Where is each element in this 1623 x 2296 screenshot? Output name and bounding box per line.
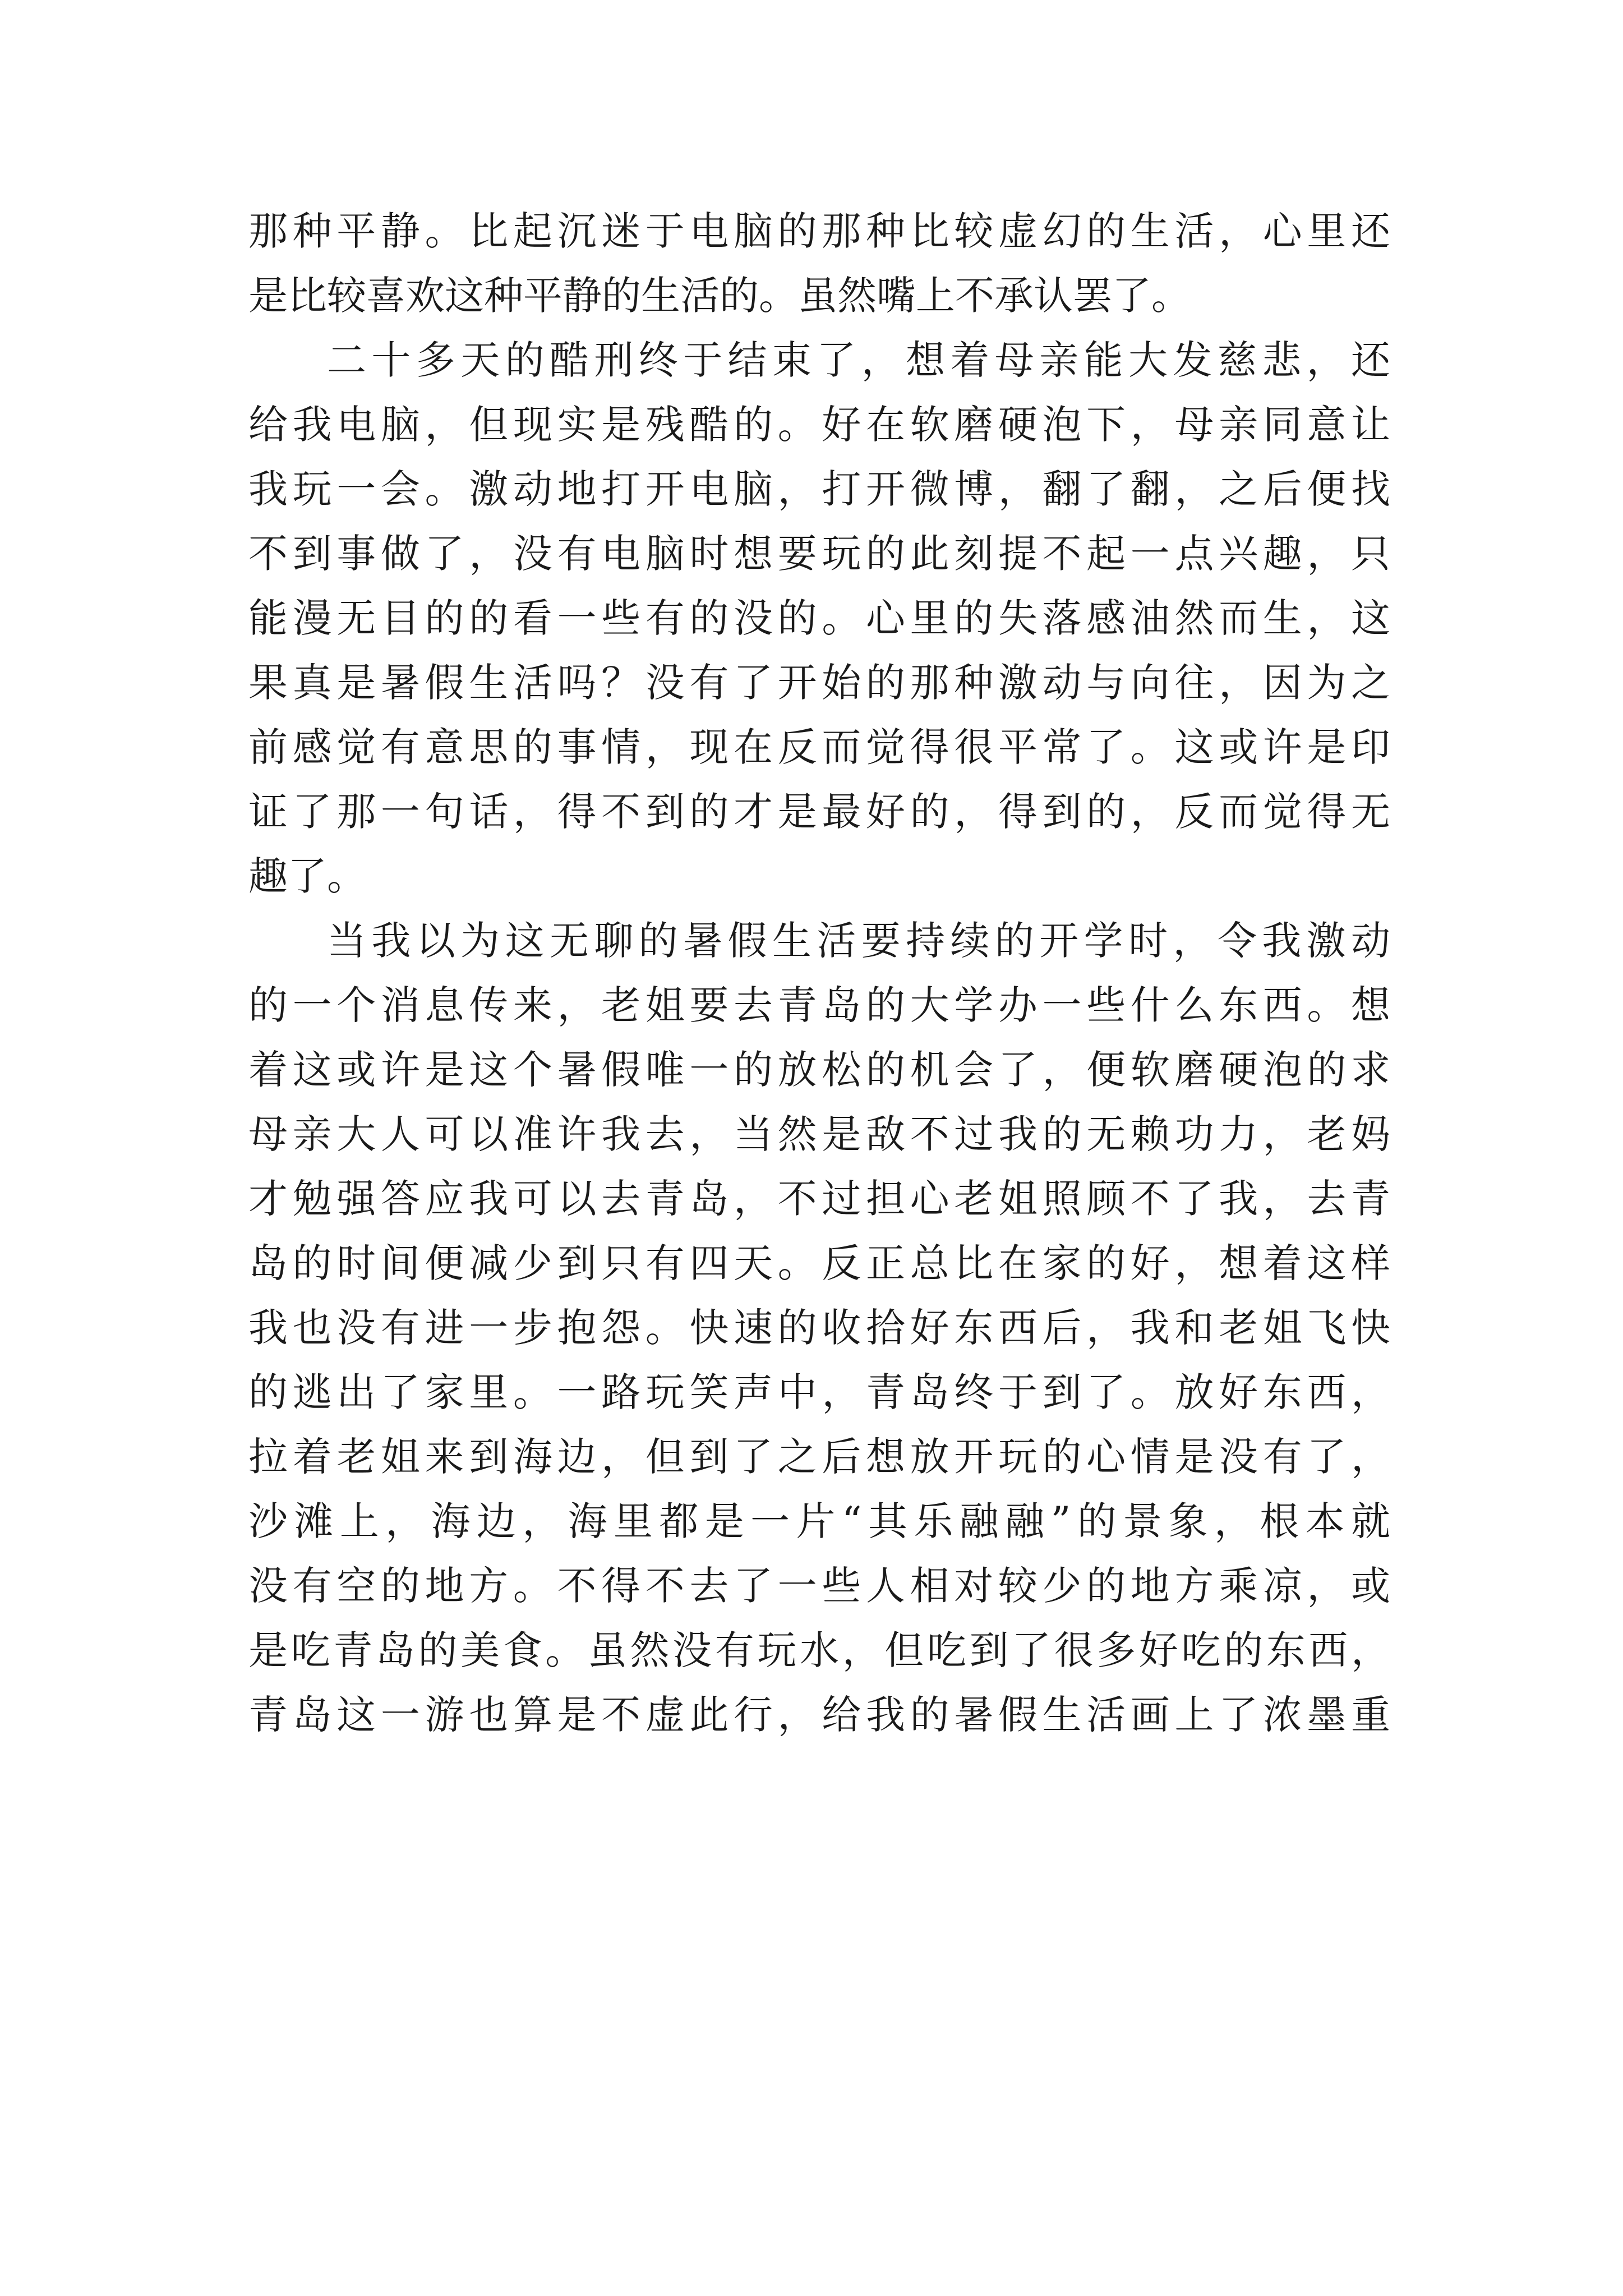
- text-line: 前感觉有意思的事情，现在反而觉得很平常了。这或许是印: [248, 724, 1390, 770]
- text-line: 果真是暑假生活吗？没有了开始的那种激动与向往，因为之: [248, 660, 1390, 706]
- text-line: 才勉强答应我可以去青岛，不过担心老姐照顾不了我，去青: [248, 1176, 1390, 1222]
- text-line: 岛的时间便减少到只有四天。反正总比在家的好，想着这样: [248, 1240, 1390, 1286]
- text-line: 着这或许是这个暑假唯一的放松的机会了，便软磨硬泡的求: [248, 1047, 1390, 1093]
- text-line: 那种平静。比起沉迷于电脑的那种比较虚幻的生活，心里还: [248, 208, 1390, 254]
- text-line: 给我电脑，但现实是残酷的。好在软磨硬泡下，母亲同意让: [248, 402, 1390, 448]
- text-line: 证了那一句话，得不到的才是最好的，得到的，反而觉得无: [248, 789, 1390, 835]
- text-line: 没有空的地方。不得不去了一些人相对较少的地方乘凉，或: [248, 1563, 1390, 1609]
- text-line: 是比较喜欢这种平静的生活的。虽然嘴上不承认罢了。: [248, 273, 1191, 319]
- text-line: 不到事做了，没有电脑时想要玩的此刻提不起一点兴趣，只: [248, 531, 1390, 577]
- text-line: 当我以为这无聊的暑假生活要持续的开学时，令我激动: [327, 918, 1390, 964]
- text-line: 的一个消息传来，老姐要去青岛的大学办一些什么东西。想: [248, 982, 1390, 1028]
- text-line: 母亲大人可以准许我去，当然是敌不过我的无赖功力，老妈: [248, 1111, 1390, 1157]
- text-line: 我也没有进一步抱怨。快速的收拾好东西后，我和老姐飞快: [248, 1305, 1390, 1351]
- text-line: 能漫无目的的看一些有的没的。心里的失落感油然而生，这: [248, 595, 1390, 641]
- text-line: 我玩一会。激动地打开电脑，打开微博，翻了翻，之后便找: [248, 466, 1390, 512]
- text-line: 拉着老姐来到海边，但到了之后想放开玩的心情是没有了，: [248, 1434, 1390, 1480]
- text-line: 青岛这一游也算是不虚此行，给我的暑假生活画上了浓墨重: [248, 1692, 1390, 1738]
- text-line: 趣了。: [248, 853, 366, 899]
- text-line: 是吃青岛的美食。虽然没有玩水，但吃到了很多好吃的东西，: [248, 1627, 1390, 1673]
- text-line: 二十多天的酷刑终于结束了，想着母亲能大发慈悲，还: [327, 337, 1390, 383]
- text-line: 沙滩上，海边，海里都是一片“其乐融融”的景象，根本就: [248, 1498, 1390, 1544]
- text-line: 的逃出了家里。一路玩笑声中，青岛终于到了。放好东西，: [248, 1369, 1390, 1415]
- document-body: [248, 199, 1390, 1747]
